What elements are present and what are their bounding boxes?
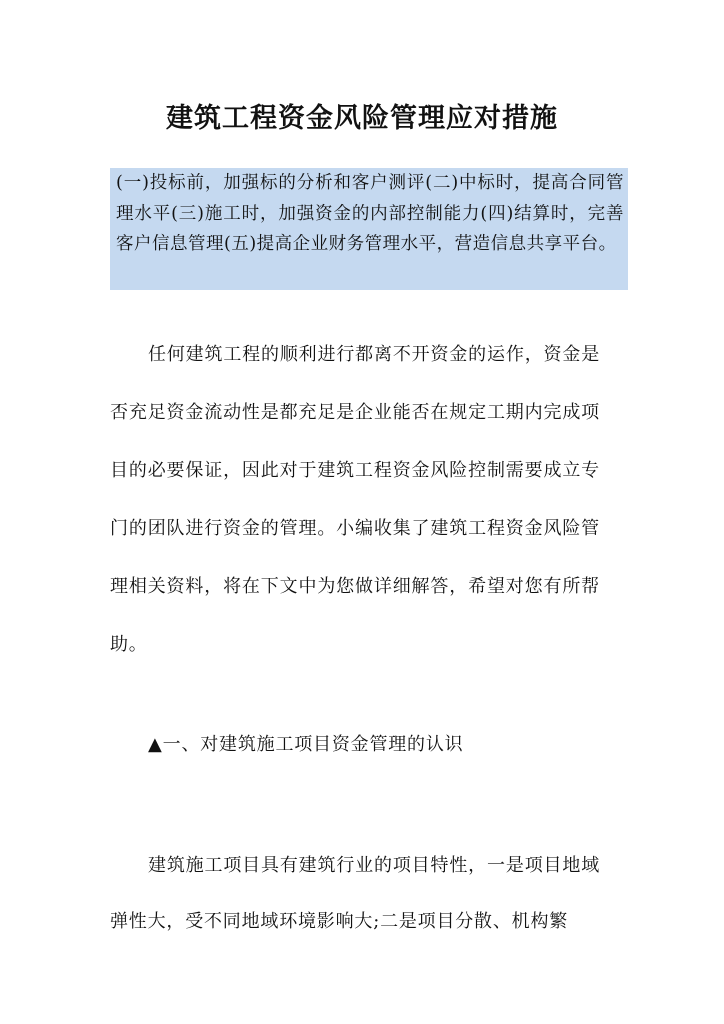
section-paragraph: 建筑施工项目具有建筑行业的项目特性，一是项目地域弹性大，受不同地域环境影响大;二是项目分散、机构繁 [110,855,600,932]
summary-highlight-box: (一)投标前，加强标的分析和客户测评(二)中标时，提高合同管理水平(三)施工时，加强资金的内部控制能力(四)结算时，完善客户信息管理(五)提高企业财务管理水平，营造信息共享平台。 [110,168,628,290]
section-heading: ▲一、对建筑施工项目资金管理的认识 [148,734,464,755]
intro-paragraph: 任何建筑工程的顺利进行都离不开资金的运作，资金是否充足资金流动性是都充足是企业能否在规定工期内完成项目的必要保证，因此对于建筑工程资金风险控制需要成立专门的团队进行资金的管理。小编收集了建筑工程资金风险管理相关资料，将在下文中为您做详细解答，希望对您有所帮助。 [110,344,600,655]
document-title: 建筑工程资金风险管理应对措施 [166,103,558,134]
